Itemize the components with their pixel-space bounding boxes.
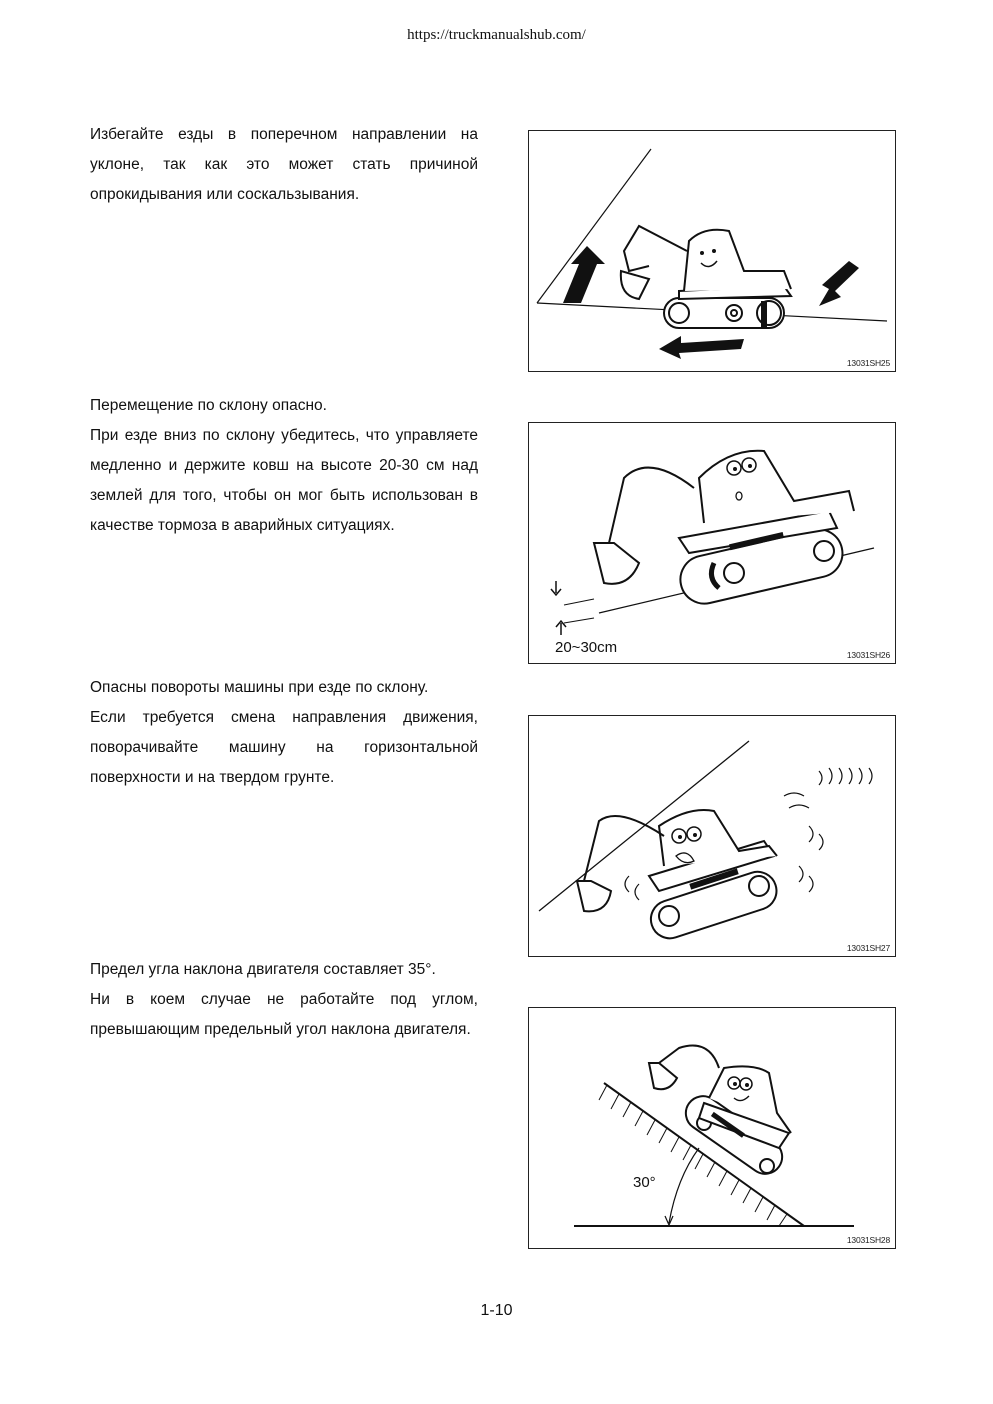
section-3-text xyxy=(90,673,478,793)
figure-slope-angle xyxy=(528,1007,896,1249)
section-4-text xyxy=(90,955,478,1045)
section-4-paragraph-1: Предел угла наклона двигателя составляет 35°. xyxy=(90,961,436,978)
section-3-paragraph-1: Опасны повороты машины при езде по склону. xyxy=(90,679,429,696)
section-3-paragraph-2: Если требуется смена направления движения, поворачивайте машину на горизонтальной поверхности и на твердом грунте. xyxy=(90,709,478,786)
header-url: https://truckmanualshub.com/ xyxy=(407,27,586,43)
figure-code: 13031SH25 xyxy=(846,358,890,368)
downhill-illustration xyxy=(529,423,895,663)
turning-illustration xyxy=(529,716,895,956)
section-1-text xyxy=(90,120,478,210)
angle-label: 30° xyxy=(633,1174,656,1191)
cross-slope-illustration xyxy=(529,131,895,371)
figure-code: 13031SH27 xyxy=(846,943,890,953)
slope-angle-illustration xyxy=(529,1008,895,1248)
section-1-paragraph-1: Избегайте езды в поперечном направлении на уклоне, так как это может стать причиной опрокидывания или соскальзывания. xyxy=(90,126,478,203)
section-2-paragraph-1: Перемещение по склону опасно. xyxy=(90,397,327,414)
figure-cross-slope xyxy=(528,130,896,372)
section-2-paragraph-2: При езде вниз по склону убедитесь, что управляете медленно и держите ковш на высоте 20-30 см над землей для того, чтобы он мог быть использован в качестве тормоза в аварийных ситуациях. xyxy=(90,427,478,534)
figure-downhill xyxy=(528,422,896,664)
page-number: 1-10 xyxy=(480,1302,513,1319)
figure-code: 13031SH28 xyxy=(846,1235,890,1245)
height-label: 20~30cm xyxy=(555,639,618,656)
figure-turning-on-slope xyxy=(528,715,896,957)
figure-code: 13031SH26 xyxy=(846,650,890,660)
section-2-text xyxy=(90,391,478,541)
section-4-paragraph-2: Ни в коем случае не работайте под углом, превышающим предельный угол наклона двигателя. xyxy=(90,991,478,1038)
